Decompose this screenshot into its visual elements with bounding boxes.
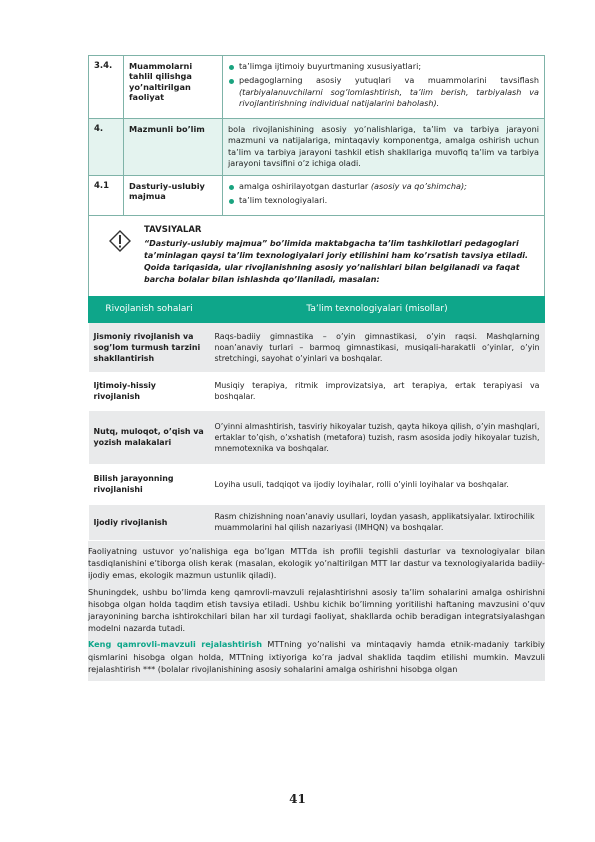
table-row xyxy=(89,56,545,119)
recommendation-box xyxy=(88,216,545,296)
development-area: Ijtimoiy-hissiy rivojlanish xyxy=(89,372,210,410)
column-header: Rivojlanish sohalari xyxy=(89,296,210,322)
technology-examples: Loyiha usuli, tadqiqot va ijodiy loyihalar, rolli o’yinli loyihalar va boshqalar. xyxy=(210,464,545,504)
section-label: Dasturiy-uslubiy majmua xyxy=(124,175,223,215)
recommendation-text: “Dasturiy-uslubiy majmua” bo’limida maktabgacha ta’lim tashkilotlari pedagoglari ta’minlagan qaysi ta’lim texnologiyalari joriy etilishini ham ko’rsatish tavsiya etiladi. Qoida tariqasida, ular rivojlanishning asosiy yo’nalishlari bilan belgilanadi va faqat barcha bolalar bilan ishlashda qo’llaniladi, masalan: xyxy=(144,238,529,285)
page-number: 41 xyxy=(289,792,306,806)
column-header: Ta’lim texnologiyalari (misollar) xyxy=(210,296,545,322)
development-area: Jismoniy rivojlanish va sog’lom turmush tarzini shakllantirish xyxy=(89,322,210,372)
section-label: Muammolarni tahlil qilishga yo’naltirilgan faoliyat xyxy=(124,56,223,119)
paragraph: Faoliyatning ustuvor yo’nalishiga ega bo’lgan MTTda ish profili tegishli dasturlar va texnologiyalar bilan tasdiqlanishini e’tiborga olish kerak (masalan, ekologik yo’naltirilgan MTT lar dastur va texnologiyalarida badiiy-ijodiy emas, ekologik mazmun ustunlik qiladi). xyxy=(88,545,545,581)
section-number: 4.1 xyxy=(89,175,124,215)
development-area: Ijodiy rivojlanish xyxy=(89,504,210,540)
bullet-list xyxy=(228,61,539,110)
table-row xyxy=(89,322,545,372)
section-label: Mazmunli bo’lim xyxy=(124,118,223,175)
section-number: 3.4. xyxy=(89,56,124,119)
structure-table xyxy=(88,55,545,216)
body-text xyxy=(88,541,545,681)
development-area: Nutq, muloqot, o’qish va yozish malakalari xyxy=(89,410,210,464)
technology-examples: Raqs-badiiy gimnastika – o’yin gimnastikasi, o’yin raqsi. Mashqlarning noan’anaviy turlari – barmoq gimnastikasi, musiqali-harakatli o’yinlar, o’yin stretchingi, sayohat o’yinlari va boshqalar. xyxy=(210,322,545,372)
technology-examples: Rasm chizishning noan’anaviy usullari, loydan yasash, applikatsiyalar. Ixtirochilik muammolarini hal qilish nazariyasi (IMHQN) va boshqalar. xyxy=(210,504,545,540)
table-row xyxy=(89,372,545,410)
list-item: pedagoglarning asosiy yutuqlari va muammolarini tavsiflash (tarbiyalanuvchilarni sog’lomlashtirish, ta’lim berish, tarbiyalash va rivojlantirishning individual natijalarini baholash). xyxy=(228,75,539,109)
development-area: Bilish jarayonning rivojlanishi xyxy=(89,464,210,504)
list-item: ta’limga ijtimoiy buyurtmaning xususiyatlari; xyxy=(228,61,539,72)
page-content xyxy=(88,55,545,681)
list-item: ta’lim texnologiyalari. xyxy=(228,195,539,206)
section-number: 4. xyxy=(89,118,124,175)
recommendation-title: TAVSIYALAR xyxy=(144,224,202,235)
highlighted-term: Keng qamrovli-mavzuli rejalashtirish xyxy=(88,639,263,650)
bullet-list xyxy=(228,181,539,207)
section-description xyxy=(223,56,545,119)
paragraph: Shuningdek, ushbu bo’limda keng qamrovli-mavzuli rejalashtirishni asosiy ta’lim sohalarini amalga oshirishni hisobga olgan holda taqdim etish tavsiya etiladi. Ushbu kichik bo’limning yoritilishi haftaning mavzusini o’quv jarayonining barcha ishtirokchilari bilan har xil turdagi faoliyat, shakllarda ochib beradigan integratsiyalashgan modelni nazarda tutadi. xyxy=(88,586,545,634)
technology-examples: Musiqiy terapiya, ritmik improvizatsiya, art terapiya, ertak terapiyasi va boshqalar. xyxy=(210,372,545,410)
table-row xyxy=(89,175,545,215)
section-description: bola rivojlanishining asosiy yo’nalishlariga, ta’lim va tarbiya jarayoni mazmuni va natijalariga, mintaqaviy komponentga, amalga oshirish uchun ta’lim va tarbiya jarayoni tashkil etish shakllariga muvofiq ta’lim va tarbiya jarayoni tavsifini o’z ichiga oladi. xyxy=(223,118,545,175)
paragraph: Keng qamrovli-mavzuli rejalashtirish MTTning yo’nalishi va mintaqaviy hamda etnik-madaniy tarkibiy qismlarini hisobga olgan holda, MTTning ixtiyoriga ko’ra jadval shaklida taqdim etilishi mumkin. Mavzuli rejalashtirish *** (bolalar rivojlanishining asosiy sohalarini amalga oshirishni hisobga olgan xyxy=(88,639,545,674)
warning-exclamation-icon xyxy=(109,230,131,252)
section-description xyxy=(223,175,545,215)
table-row xyxy=(89,504,545,540)
list-item: amalga oshirilayotgan dasturlar (asosiy va qo’shimcha); xyxy=(228,181,539,192)
table-row xyxy=(89,410,545,464)
technologies-table xyxy=(88,296,545,541)
table-header-row xyxy=(89,296,545,322)
table-row xyxy=(89,118,545,175)
table-row xyxy=(89,464,545,504)
technology-examples: O’yinni almashtirish, tasviriy hikoyalar tuzish, qayta hikoya qilish, o’yin mashqlari, ertaklar to’qish, o’xshatish (metafora) tuzish, rasm asosida jodiy hikoyalar tuzish, mnemotexnika va boshqalar. xyxy=(210,410,545,464)
